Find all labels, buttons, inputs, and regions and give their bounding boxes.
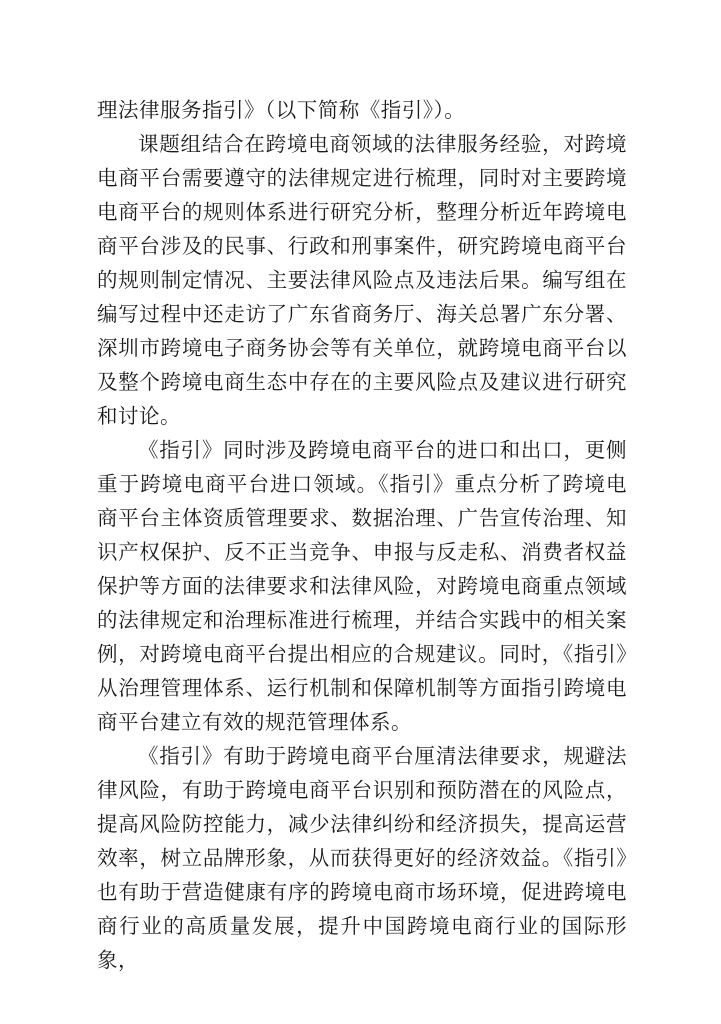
paragraph-3: 《指引》同时涉及跨境电商平台的进口和出口，更侧重于跨境电商平台进口领域。《指引》重点分析了跨境电商平台主体资质管理要求、数据治理、广告宣传治理、知识产权保护、反不正当竞争、申报与反走私、消费者权益保护等方面的法律要求和法律风险，对跨境电商重点领域的法律规定和治理标准进行梳理，并结合实践中的相关案例，对跨境电商平台提出相应的合规建议。同时，《指引》从治理管理体系、运行机制和保障机制等方面指引跨境电商平台建立有效的规范管理体系。 <box>97 438 627 734</box>
paragraph-2: 课题组结合在跨境电商领域的法律服务经验，对跨境电商平台需要遵守的法律规定进行梳理，同时对主要跨境电商平台的规则体系进行研究分析，整理分析近年跨境电商平台涉及的民事、行政和刑事案件，研究跨境电商平台的规则制定情况、主要法律风险点及违法后果。编写组在编写过程中还走访了广东省商务厅、海关总署广东分署、深圳市跨境电子商务协会等有关单位，就跨境电商平台以及整个跨境电商生态中存在的主要风险点及建议进行研究和讨论。 <box>97 132 627 428</box>
paragraph-1: 理法律服务指引》（以下简称《指引》）。 <box>97 98 466 122</box>
document-body <box>97 93 627 977</box>
paragraph-4: 《指引》有助于跨境电商平台厘清法律要求，规避法律风险，有助于跨境电商平台识别和预防潜在的风险点，提高风险防控能力，减少法律纠纷和经济损失，提高运营效率，树立品牌形象，从而获得更好的经济效益。《指引》也有助于营造健康有序的跨境电商市场环境，促进跨境电商行业的高质量发展，提升中国跨境电商行业的国际形象， <box>97 744 627 972</box>
